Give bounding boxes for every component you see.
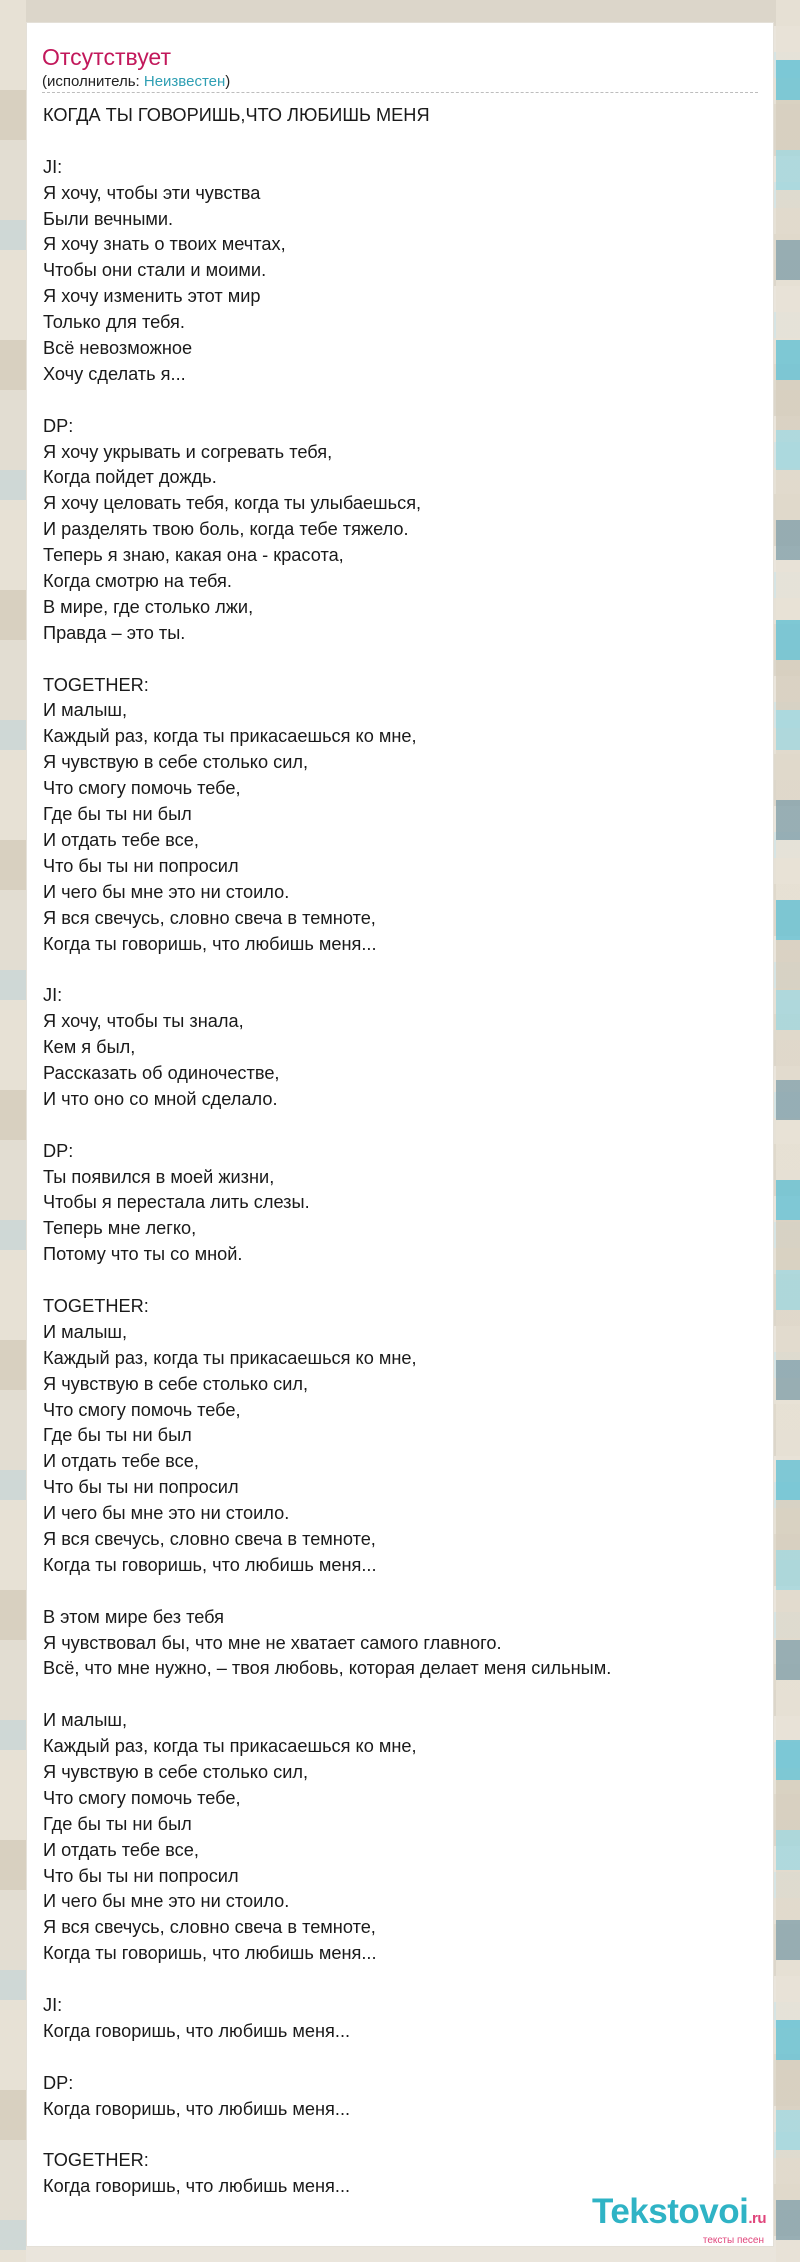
lyric-line: Я вся свечусь, словно свеча в темноте, bbox=[43, 907, 376, 928]
lyric-line: Были вечными. bbox=[43, 208, 174, 229]
lyric-line: И малыш, bbox=[43, 700, 128, 721]
lyric-line: Чтобы они стали и моими. bbox=[43, 260, 267, 281]
lyric-blank-line bbox=[43, 129, 758, 155]
lyric-line: И отдать тебе все, bbox=[43, 1451, 199, 1472]
background-stripes-left bbox=[0, 0, 26, 2262]
lyric-line: Что смогу помочь тебе, bbox=[43, 1787, 241, 1808]
lyric-line: TOGETHER: bbox=[43, 1295, 149, 1316]
lyric-line: Что бы ты ни попросил bbox=[43, 1477, 239, 1498]
lyric-blank-line bbox=[43, 1268, 758, 1294]
lyric-blank-line bbox=[43, 1113, 758, 1139]
lyrics-card bbox=[26, 22, 774, 2247]
lyric-line: Что смогу помочь тебе, bbox=[43, 1399, 241, 1420]
lyric-line: И отдать тебе все, bbox=[43, 1839, 199, 1860]
lyric-line: Когда ты говоришь, что любишь меня... bbox=[43, 1943, 377, 1964]
lyric-line: В мире, где столько лжи, bbox=[43, 596, 254, 617]
lyric-line: Где бы ты ни был bbox=[43, 1425, 192, 1446]
lyric-line: Где бы ты ни был bbox=[43, 1813, 192, 1834]
lyric-line: Ты появился в моей жизни, bbox=[43, 1166, 275, 1187]
lyric-line: Рассказать об одиночестве, bbox=[43, 1062, 280, 1083]
lyric-line: Я чувствую в себе столько сил, bbox=[43, 1373, 309, 1394]
lyric-line: Я вся свечусь, словно свеча в темноте, bbox=[43, 1528, 376, 1549]
lyric-line: Теперь я знаю, какая она - красота, bbox=[43, 545, 344, 566]
lyric-line: Всё, что мне нужно, – твоя любовь, которая делает меня сильным. bbox=[43, 1658, 612, 1679]
lyric-line: Хочу сделать я... bbox=[43, 363, 186, 384]
lyric-line: Когда говоришь, что любишь меня... bbox=[43, 2098, 351, 2119]
lyric-line: DP: bbox=[43, 2072, 74, 2093]
lyric-line: Я чувствовал бы, что мне не хватает самого главного. bbox=[43, 1632, 502, 1653]
lyrics-text bbox=[43, 103, 758, 2200]
lyric-line: Теперь мне легко, bbox=[43, 1218, 197, 1239]
lyric-line: Я чувствую в себе столько сил, bbox=[43, 752, 309, 773]
background-stripes-right bbox=[776, 0, 800, 2262]
lyric-line: Я хочу, чтобы эти чувства bbox=[43, 182, 261, 203]
lyric-line: Я вся свечусь, словно свеча в темноте, bbox=[43, 1917, 376, 1938]
lyric-line: Когда пойдет дождь. bbox=[43, 467, 217, 488]
lyric-line: Когда говоришь, что любишь меня... bbox=[43, 2176, 351, 2197]
lyric-blank-line bbox=[43, 2045, 758, 2071]
lyric-line: Чтобы я перестала лить слезы. bbox=[43, 1192, 310, 1213]
lyric-line: JI: bbox=[43, 1995, 63, 2016]
lyric-line: И разделять твою боль, когда тебе тяжело. bbox=[43, 519, 409, 540]
lyric-blank-line bbox=[43, 1579, 758, 1605]
lyric-line: Я хочу целовать тебя, когда ты улыбаешься, bbox=[43, 493, 422, 514]
lyric-line: Каждый раз, когда ты прикасаешься ко мне, bbox=[43, 1347, 417, 1368]
lyric-line: JI: bbox=[43, 985, 63, 1006]
lyric-line: И малыш, bbox=[43, 1710, 128, 1731]
lyric-line: Что бы ты ни попросил bbox=[43, 1865, 239, 1886]
logo-wordmark bbox=[592, 2194, 766, 2237]
lyric-blank-line bbox=[43, 388, 758, 414]
lyric-line: И малыш, bbox=[43, 1321, 128, 1342]
song-title: Отсутствует bbox=[42, 44, 171, 70]
lyric-blank-line bbox=[43, 2122, 758, 2148]
lyric-line: И чего бы мне это ни стоило. bbox=[43, 1891, 290, 1912]
artist-link[interactable]: Неизвестен bbox=[143, 73, 226, 90]
lyric-line: Я хочу знать о твоих мечтах, bbox=[43, 234, 286, 255]
lyric-line: И что оно со мной сделало. bbox=[43, 1088, 278, 1109]
logo-tld: .ru bbox=[748, 2210, 766, 2227]
lyric-line: JI: bbox=[43, 156, 63, 177]
lyric-line: TOGETHER: bbox=[43, 2150, 149, 2171]
title-divider bbox=[42, 92, 758, 93]
lyric-line: И чего бы мне это ни стоило. bbox=[43, 1503, 290, 1524]
artist-line bbox=[42, 73, 230, 91]
logo-tagline: тексты песен bbox=[702, 2235, 764, 2246]
artist-suffix: ) bbox=[225, 73, 231, 90]
lyric-line: Правда – это ты. bbox=[43, 622, 186, 643]
lyric-blank-line bbox=[43, 1967, 758, 1993]
lyric-line: TOGETHER: bbox=[43, 674, 149, 695]
logo-name: Tekstovoi bbox=[592, 2192, 749, 2231]
lyric-line: Потому что ты со мной. bbox=[43, 1244, 243, 1265]
lyric-line: И отдать тебе все, bbox=[43, 829, 199, 850]
lyric-line: Когда ты говоришь, что любишь меня... bbox=[43, 933, 377, 954]
lyric-line: В этом мире без тебя bbox=[43, 1606, 225, 1627]
site-logo[interactable] bbox=[592, 2194, 766, 2246]
lyric-line: Когда смотрю на тебя. bbox=[43, 571, 232, 592]
lyric-line: Когда говоришь, что любишь меня... bbox=[43, 2020, 351, 2041]
lyric-line: Каждый раз, когда ты прикасаешься ко мне, bbox=[43, 1736, 417, 1757]
lyric-line: Я хочу, чтобы ты знала, bbox=[43, 1011, 244, 1032]
lyric-line: Когда ты говоришь, что любишь меня... bbox=[43, 1554, 377, 1575]
lyric-line: Только для тебя. bbox=[43, 312, 185, 333]
lyric-line: КОГДА ТЫ ГОВОРИШЬ,ЧТО ЛЮБИШЬ МЕНЯ bbox=[43, 105, 430, 125]
lyric-line: DP: bbox=[43, 1140, 74, 1161]
lyric-blank-line bbox=[43, 957, 758, 983]
lyric-blank-line bbox=[43, 1682, 758, 1708]
lyric-line: DP: bbox=[43, 415, 74, 436]
lyric-blank-line bbox=[43, 647, 758, 673]
lyric-line: Я хочу изменить этот мир bbox=[43, 286, 261, 307]
lyric-line: Что смогу помочь тебе, bbox=[43, 778, 241, 799]
lyric-line: Что бы ты ни попросил bbox=[43, 855, 239, 876]
lyric-line: Кем я был, bbox=[43, 1037, 136, 1058]
lyric-line: Я чувствую в себе столько сил, bbox=[43, 1762, 309, 1782]
lyric-line: Каждый раз, когда ты прикасаешься ко мне, bbox=[43, 726, 417, 747]
lyric-line: Где бы ты ни был bbox=[43, 804, 192, 825]
lyric-line: И чего бы мне это ни стоило. bbox=[43, 881, 290, 902]
artist-prefix: (исполнитель: bbox=[42, 73, 144, 90]
lyric-line: Я хочу укрывать и согревать тебя, bbox=[43, 441, 333, 462]
lyric-line: Всё невозможное bbox=[43, 338, 193, 359]
